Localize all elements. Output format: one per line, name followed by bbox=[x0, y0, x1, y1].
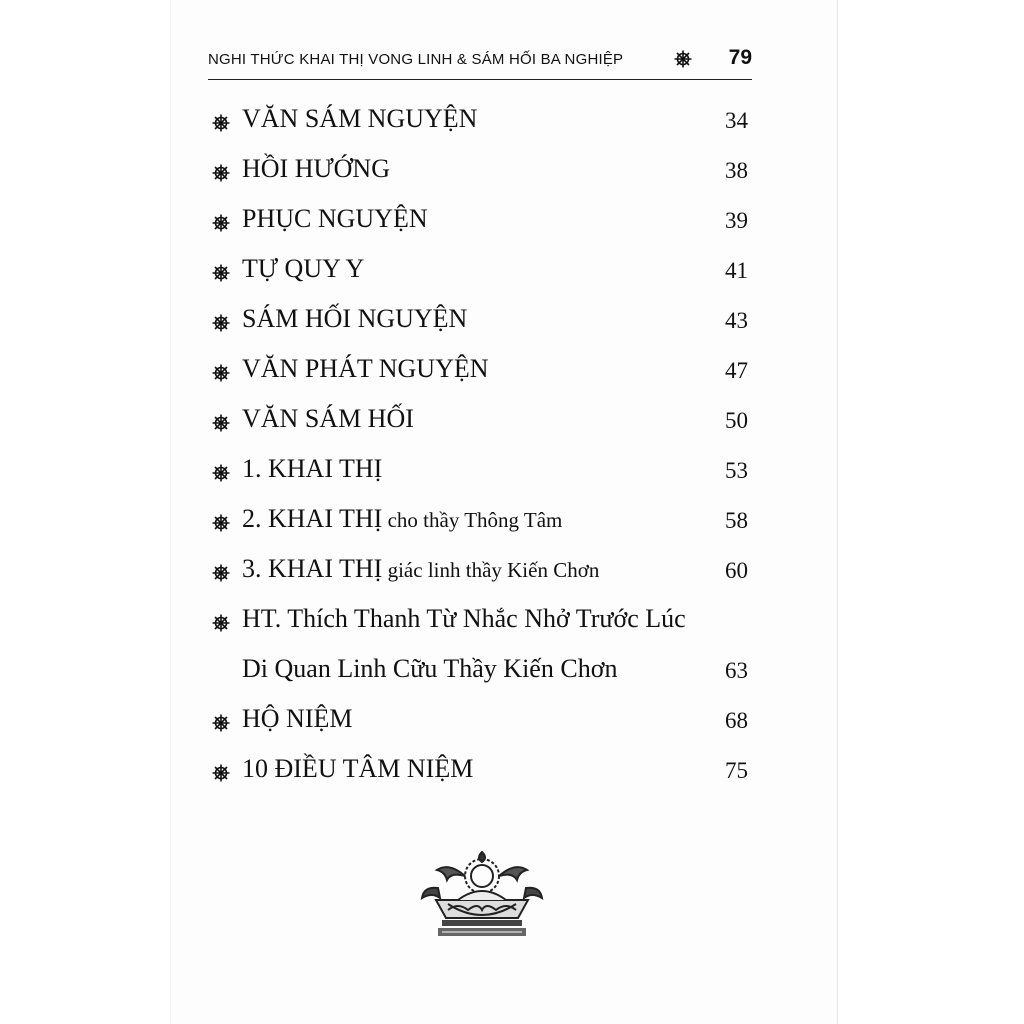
toc-entry-title: 3. KHAI THỊ giác linh thầy Kiến Chơn bbox=[242, 554, 600, 583]
toc-entry-page: 34 bbox=[725, 108, 748, 133]
toc-entry[interactable] bbox=[212, 200, 752, 250]
toc-entry[interactable] bbox=[212, 750, 752, 800]
toc-entry-page: 60 bbox=[725, 558, 748, 583]
toc-entry-page: 47 bbox=[725, 358, 748, 383]
header-rule bbox=[208, 79, 752, 80]
toc-entry[interactable] bbox=[212, 300, 752, 350]
toc-entry-page: 63 bbox=[725, 658, 748, 683]
dharma-wheel-icon bbox=[212, 514, 230, 537]
toc-entry-title: HT. Thích Thanh Từ Nhắc Nhở Trước Lúc bbox=[242, 604, 686, 633]
toc-entry[interactable] bbox=[212, 150, 752, 200]
toc-entry[interactable] bbox=[212, 700, 752, 750]
dharma-wheel-icon bbox=[212, 364, 230, 387]
toc-entry-page: 53 bbox=[725, 458, 748, 483]
toc-entry-title: Di Quan Linh Cữu Thầy Kiến Chơn bbox=[242, 654, 618, 683]
table-of-contents bbox=[212, 100, 752, 800]
toc-entry-title: 10 ĐIỀU TÂM NIỆM bbox=[242, 754, 474, 783]
toc-entry[interactable] bbox=[212, 350, 752, 400]
toc-entry-title: PHỤC NGUYỆN bbox=[242, 204, 428, 233]
toc-entry-title: HỒI HƯỚNG bbox=[242, 154, 390, 183]
toc-entry[interactable] bbox=[212, 250, 752, 300]
dharma-wheel-icon bbox=[212, 464, 230, 487]
toc-entry-title: SÁM HỐI NGUYỆN bbox=[242, 304, 468, 333]
toc-entry-page: 41 bbox=[725, 258, 748, 283]
page-number: 79 bbox=[728, 46, 752, 69]
toc-entry-title: TỰ QUY Y bbox=[242, 254, 365, 283]
toc-entry-title: VĂN SÁM HỐI bbox=[242, 404, 414, 433]
dharma-wheel-icon bbox=[212, 114, 230, 137]
toc-entry-page: 43 bbox=[725, 308, 748, 333]
dharma-wheel-icon bbox=[212, 214, 230, 237]
toc-entry[interactable] bbox=[212, 100, 752, 150]
toc-entry[interactable] bbox=[212, 450, 752, 500]
toc-entry-page: 38 bbox=[725, 158, 748, 183]
dharma-wheel-icon bbox=[212, 264, 230, 287]
lotus-vignette-icon bbox=[418, 848, 546, 940]
toc-entry[interactable] bbox=[212, 500, 752, 550]
toc-entry-page: 58 bbox=[725, 508, 748, 533]
dharma-wheel-icon bbox=[212, 764, 230, 787]
dharma-wheel-icon bbox=[212, 164, 230, 187]
toc-entry[interactable] bbox=[212, 400, 752, 450]
dharma-wheel-icon bbox=[212, 614, 230, 637]
toc-entry[interactable] bbox=[212, 550, 752, 600]
toc-entry[interactable] bbox=[212, 600, 752, 650]
header-title: NGHI THỨC KHAI THỊ VONG LINH & SÁM HỐI BA NGHIỆP bbox=[208, 51, 624, 68]
dharma-wheel-icon bbox=[212, 714, 230, 737]
toc-entry-title: VĂN PHÁT NGUYỆN bbox=[242, 354, 489, 383]
dharma-wheel-icon bbox=[212, 414, 230, 437]
toc-entry-page: 68 bbox=[725, 708, 748, 733]
toc-entry-title: VĂN SÁM NGUYỆN bbox=[242, 104, 478, 133]
dharma-wheel-icon bbox=[212, 564, 230, 587]
toc-entry-page: 39 bbox=[725, 208, 748, 233]
dharma-wheel-icon bbox=[212, 314, 230, 337]
dharma-wheel-icon bbox=[674, 50, 692, 73]
toc-entry-page: 50 bbox=[725, 408, 748, 433]
toc-entry-page: 75 bbox=[725, 758, 748, 783]
toc-entry-title: HỘ NIỆM bbox=[242, 704, 353, 733]
toc-entry-title: 1. KHAI THỊ bbox=[242, 454, 383, 483]
toc-entry-title: 2. KHAI THỊ cho thầy Thông Tâm bbox=[242, 504, 563, 533]
toc-entry-continuation[interactable] bbox=[212, 650, 752, 700]
running-header bbox=[208, 46, 752, 80]
